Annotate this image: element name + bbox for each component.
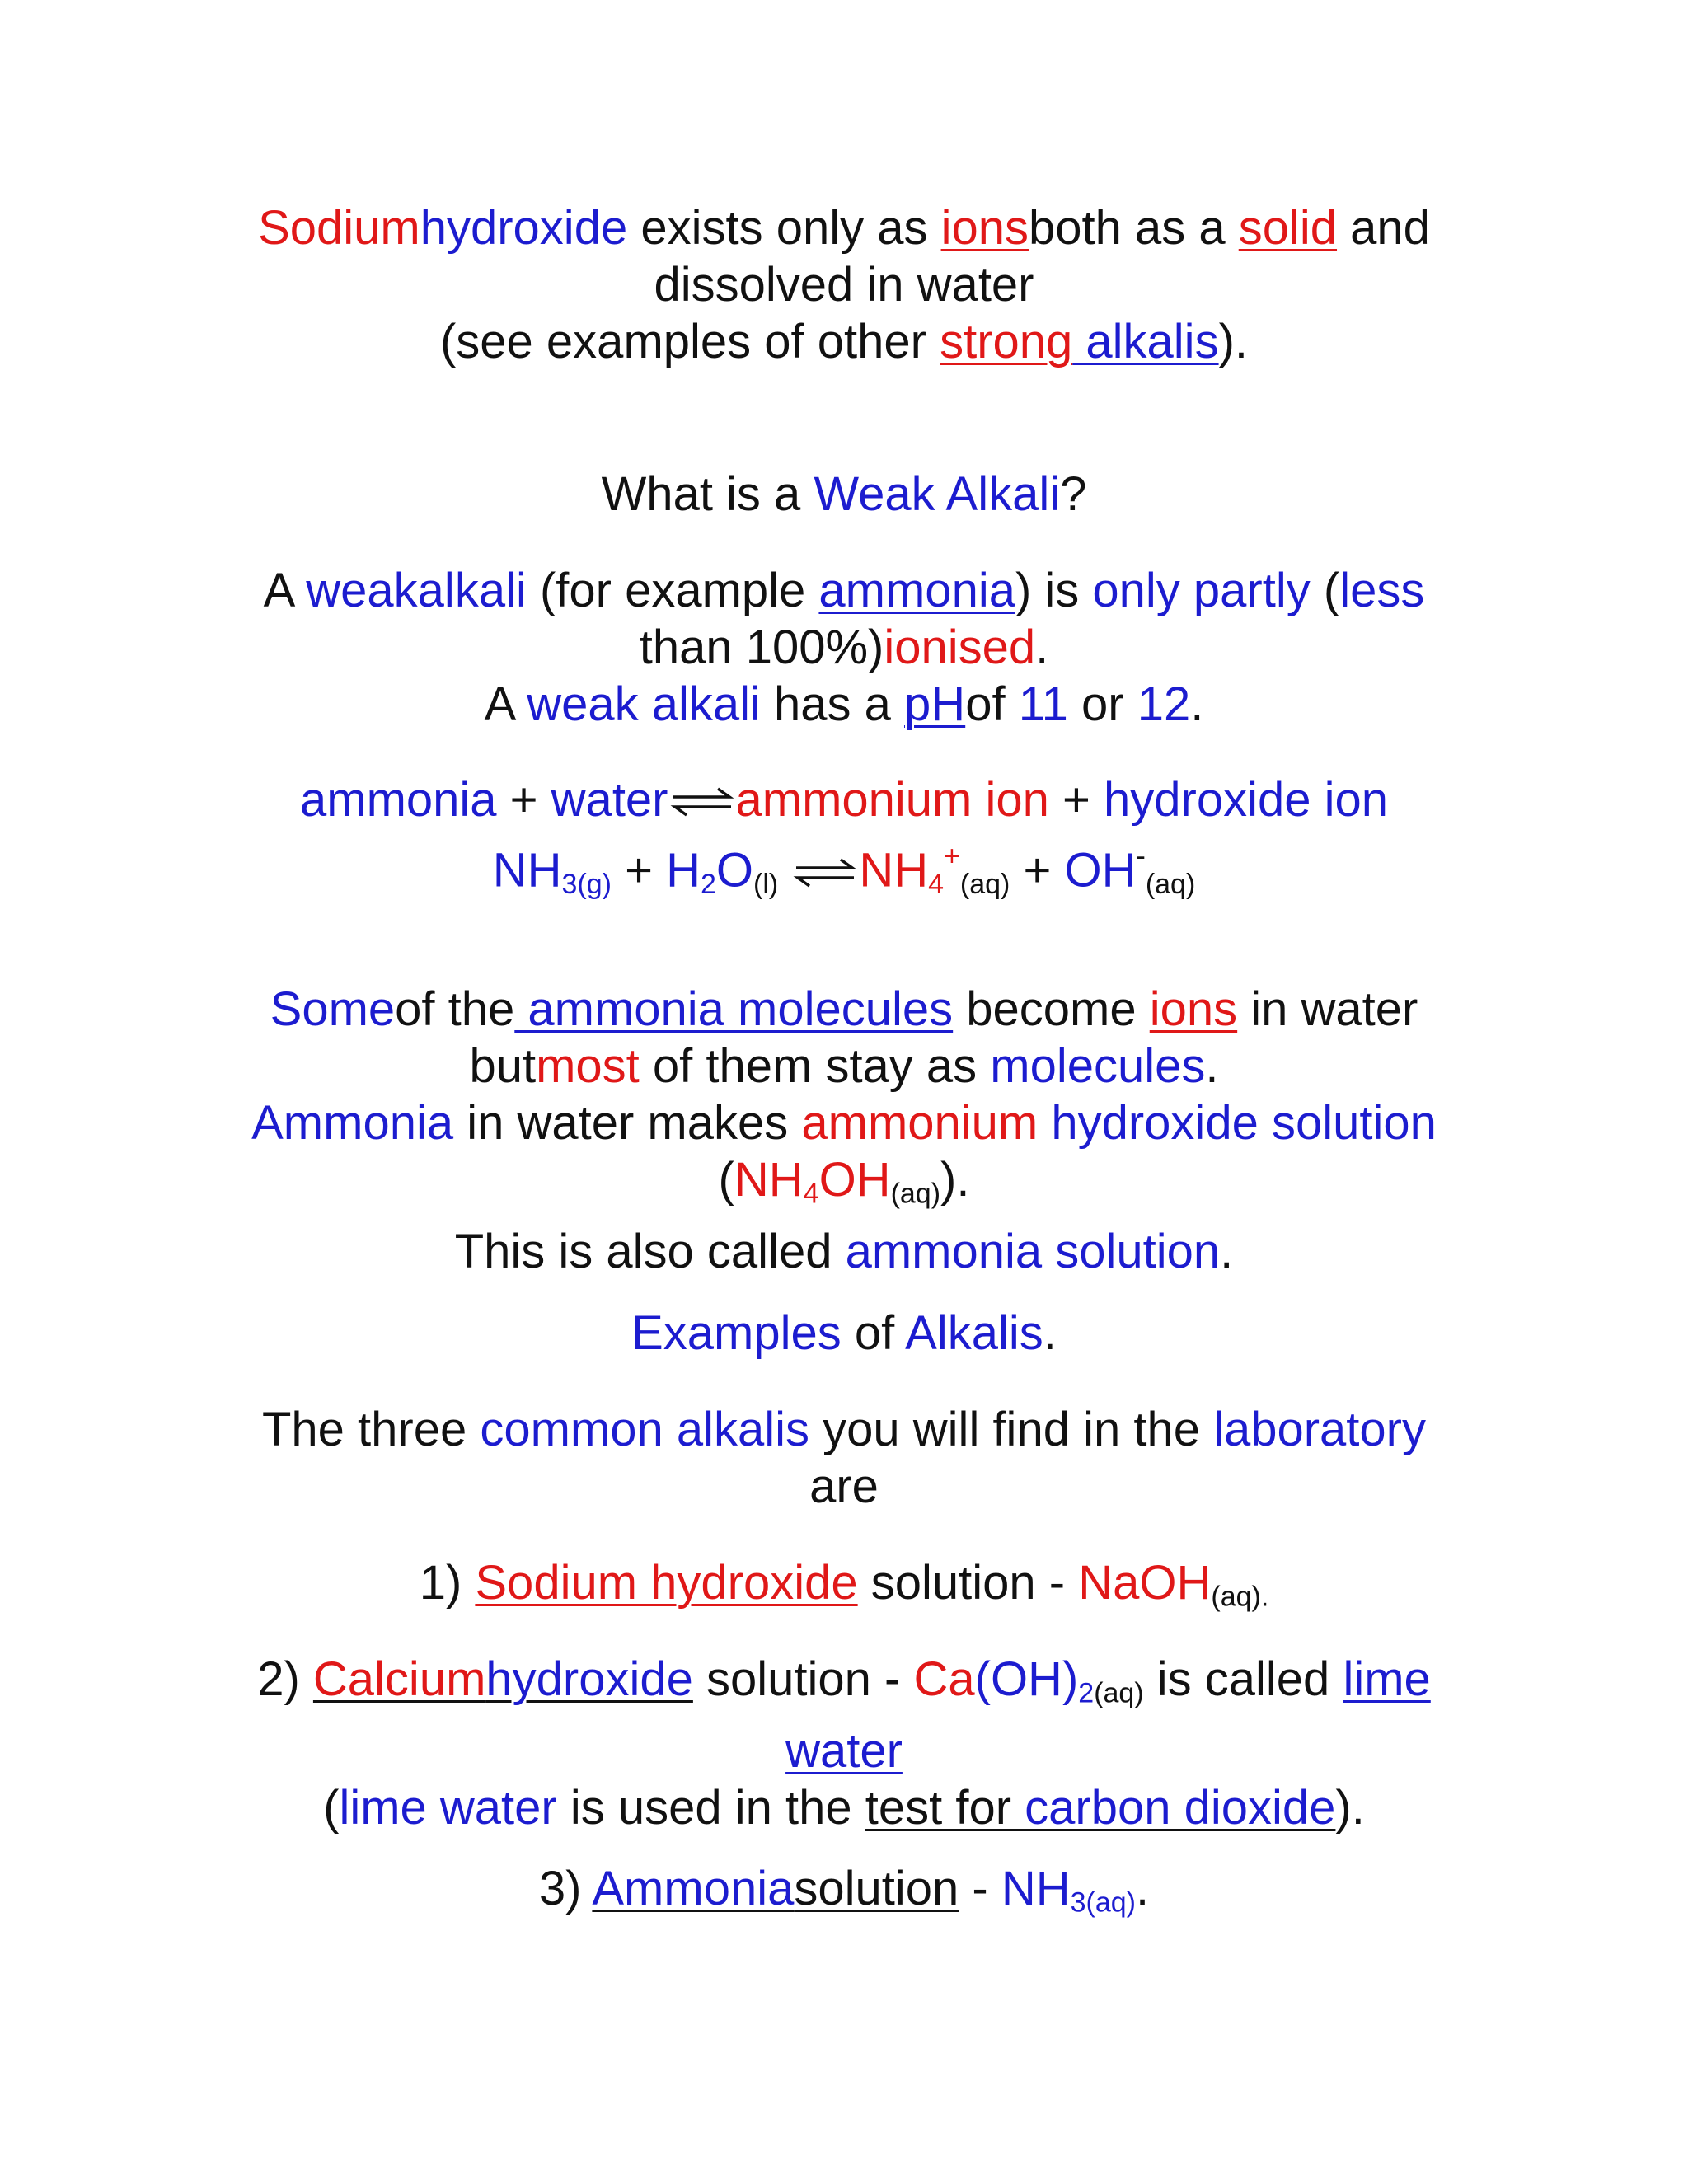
equilibrium-arrows-icon xyxy=(793,855,857,890)
solid-link[interactable]: solid xyxy=(1238,201,1338,255)
paragraph-line: butmost of them stay as molecules. xyxy=(469,1039,1219,1093)
ammonia-link[interactable]: ammonia xyxy=(818,564,1015,617)
paragraph-line: This is also called ammonia solution. xyxy=(454,1224,1234,1278)
paragraph-line: Someof the ammonia molecules become ions in water xyxy=(270,982,1418,1036)
list-item: 1) Sodium hydroxide solution - NaOH$_{(aq).}$ xyxy=(419,1556,1269,1613)
paragraph-line: A weak alkali has a pHof 11 or 12. xyxy=(484,677,1204,731)
alkalis-link[interactable]: alkalis xyxy=(1072,315,1219,368)
ammonia-solution-link[interactable]: Ammoniasolution xyxy=(592,1862,959,1915)
carbon-dioxide-test-link[interactable]: test for carbon dioxide xyxy=(865,1780,1336,1835)
common-alkalis-paragraph xyxy=(214,1401,1474,1515)
symbol-equation: $NH_{3(g)} + H_2O_{(l)}$ $NH_4^+_{(aq)} + OH^-_{(aq)}$ xyxy=(492,841,1196,900)
paragraph-line: $(NH_4OH_{(aq)})$. xyxy=(718,1153,970,1210)
lime-water-link[interactable]: lime xyxy=(1343,1652,1431,1706)
examples-heading: Examples of Alkalis. xyxy=(631,1306,1057,1360)
paragraph-line: (see examples of other strong alkalis). xyxy=(439,315,1249,368)
lime-water-link[interactable]: water xyxy=(785,1723,903,1778)
word-equation: ammonia + water ammonium ion + hydroxide ion xyxy=(300,773,1388,827)
strong-link[interactable]: strong xyxy=(940,315,1073,368)
ammonia-molecules-link[interactable]: ammonia molecules xyxy=(514,982,954,1036)
calcium-hydroxide-link[interactable]: Calciumhydroxide xyxy=(312,1652,693,1706)
equilibrium-arrows-icon xyxy=(670,785,734,819)
paragraph-line: Ammonia in water makes ammonium hydroxide solution xyxy=(251,1096,1437,1150)
strong-alkali-paragraph xyxy=(214,199,1474,370)
weak-alkali-heading: What is a Weak Alkali? xyxy=(601,467,1087,521)
list-item: 2) Calciumhydroxide solution - $Ca(OH)_{2(aq)}$ is called lime water (lime water is used in the test for carbon dioxide). xyxy=(257,1652,1431,1835)
paragraph-line: than 100%)ionised. xyxy=(639,621,1049,674)
weak-alkali-paragraph xyxy=(214,562,1474,733)
paragraph-line: are xyxy=(809,1460,879,1513)
paragraph-line: Sodiumhydroxide exists only as ionsboth as a solid and xyxy=(258,201,1430,255)
ions-link[interactable]: ions xyxy=(940,201,1029,255)
ph-link[interactable]: pH xyxy=(904,677,966,731)
ammonia-equation xyxy=(214,771,1474,913)
sodium-hydroxide-link[interactable]: Sodium hydroxide xyxy=(475,1556,858,1610)
ions-link[interactable]: ions xyxy=(1149,982,1238,1036)
ammonia-ionisation-paragraph xyxy=(214,981,1474,1280)
paragraph-line: dissolved in water xyxy=(654,258,1034,312)
list-item: 3) Ammoniasolution - $NH_{3(aq)}$. xyxy=(538,1862,1150,1919)
paragraph-line: A weakalkali (for example ammonia) is only partly (less xyxy=(263,564,1425,617)
paragraph-line: The three common alkalis you will find in the laboratory xyxy=(261,1403,1426,1456)
